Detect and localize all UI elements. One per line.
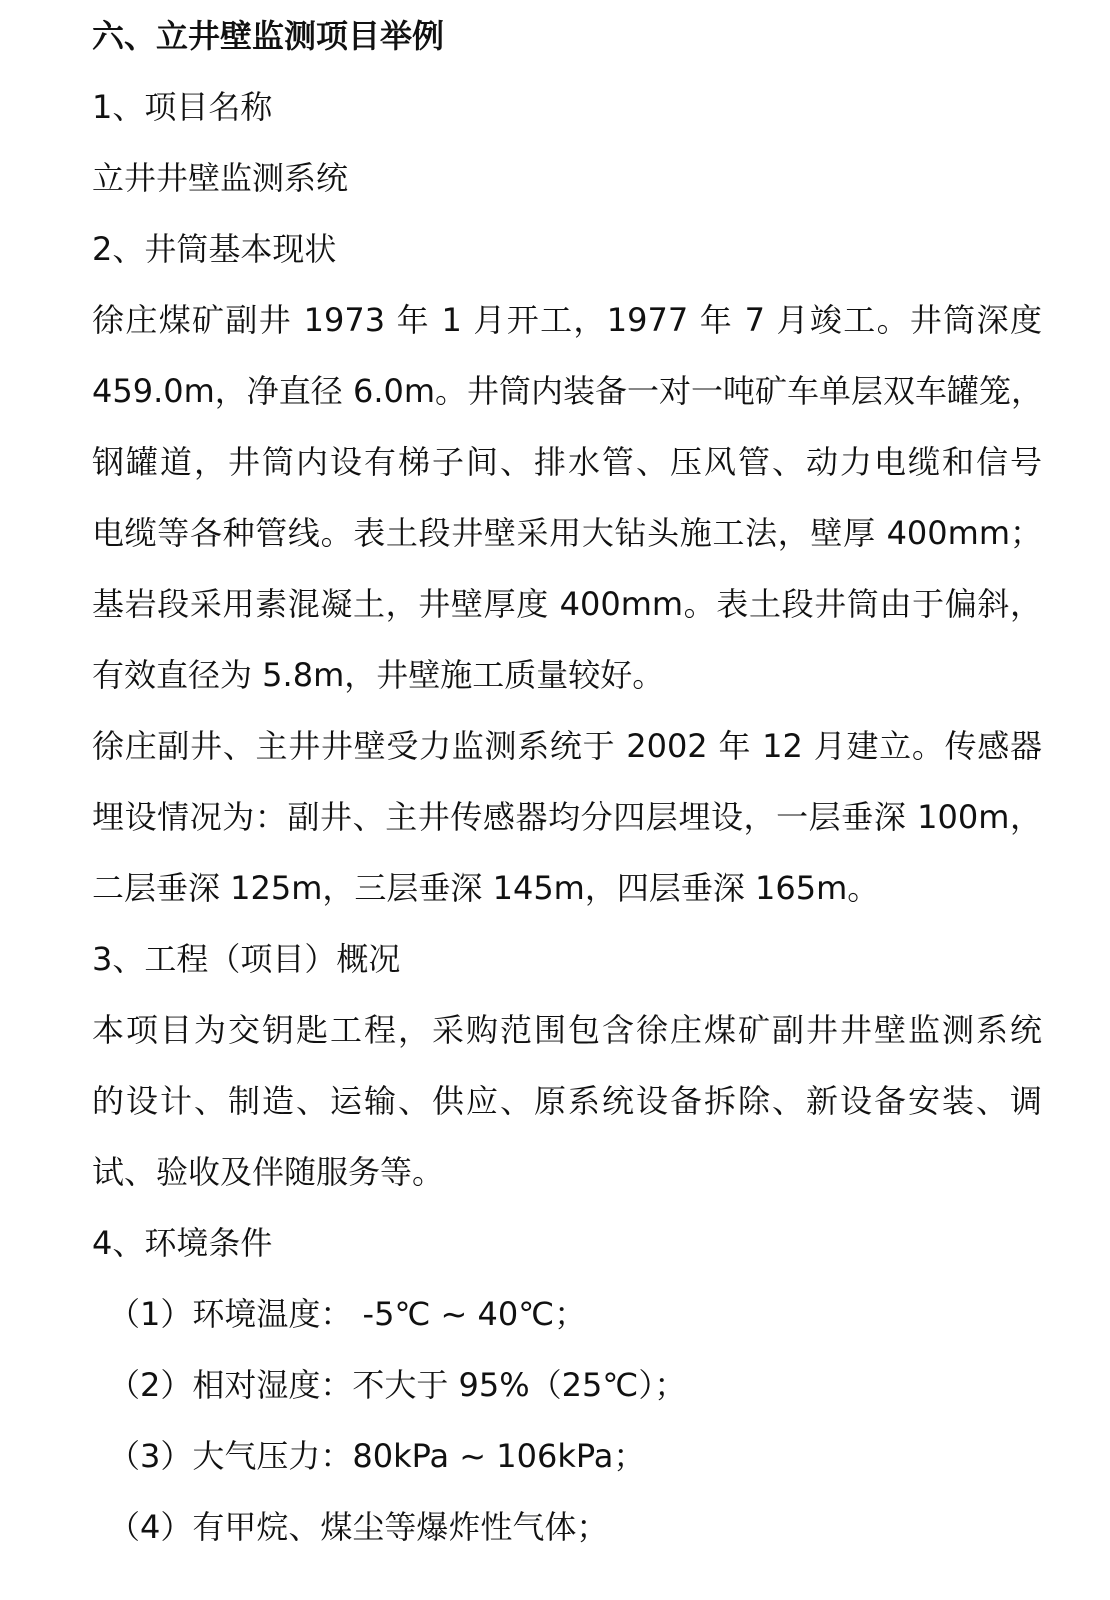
list-item: （4）有甲烷、煤尘等爆炸性气体；: [108, 1508, 609, 1546]
paragraph-line: 有效直径为 5.8m，井壁施工质量较好。: [92, 656, 665, 694]
paragraph-line: 埋设情况为：副井、主井传感器均分四层埋设，一层垂深 100m，: [92, 798, 1042, 836]
subheading-environment: 4、环境条件: [92, 1224, 273, 1262]
section-heading: 六、立井壁监测项目举例: [92, 17, 445, 55]
project-name-text: 立井井壁监测系统: [92, 159, 349, 197]
paragraph-line: 的设计、制造、运输、供应、原系统设备拆除、新设备安装、调: [92, 1082, 1042, 1120]
list-item: （3）大气压力：80kPa ~ 106kPa；: [108, 1437, 646, 1475]
subheading-shaft-status: 2、井筒基本现状: [92, 230, 337, 268]
list-item: （2）相对湿度：不大于 95%（25℃）；: [108, 1366, 687, 1404]
list-item: （1）环境温度： -5℃ ~ 40℃；: [108, 1295, 587, 1333]
paragraph-line: 钢罐道，井筒内设有梯子间、排水管、压风管、动力电缆和信号: [92, 443, 1042, 481]
paragraph-line: 二层垂深 125m，三层垂深 145m，四层垂深 165m。: [92, 869, 880, 907]
paragraph-line: 徐庄副井、主井井壁受力监测系统于 2002 年 12 月建立。传感器: [92, 727, 1042, 765]
subheading-project-overview: 3、工程（项目）概况: [92, 940, 401, 978]
paragraph-line: 试、验收及伴随服务等。: [92, 1153, 445, 1191]
paragraph-line: 459.0m，净直径 6.0m。井筒内装备一对一吨矿车单层双车罐笼，: [92, 372, 1044, 410]
paragraph-line: 电缆等各种管线。表土段井壁采用大钻头施工法，壁厚 400mm；: [92, 514, 1042, 552]
paragraph-line: 本项目为交钥匙工程，采购范围包含徐庄煤矿副井井壁监测系统: [92, 1011, 1042, 1049]
paragraph-line: 基岩段采用素混凝土，井壁厚度 400mm。表土段井筒由于偏斜，: [92, 585, 1042, 623]
paragraph-line: 徐庄煤矿副井 1973 年 1 月开工，1977 年 7 月竣工。井筒深度: [92, 301, 1042, 339]
subheading-project-name: 1、项目名称: [92, 88, 273, 126]
